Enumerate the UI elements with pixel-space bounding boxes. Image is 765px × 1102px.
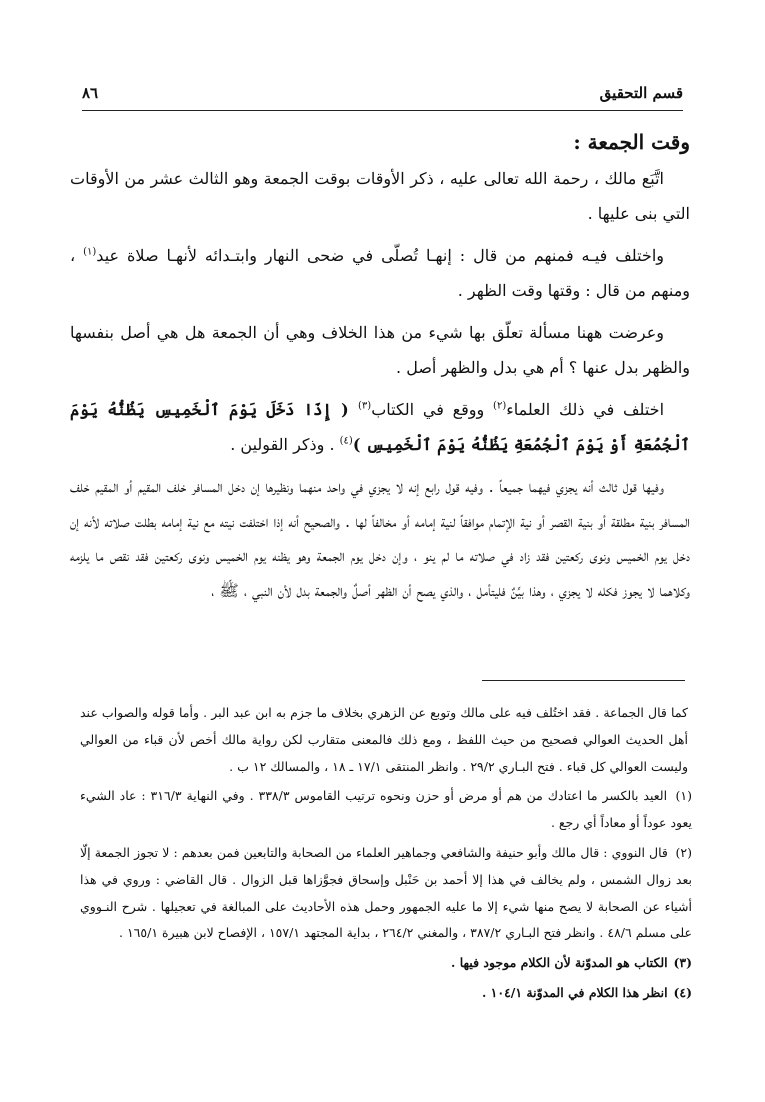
footnote-continuation: كما قال الجماعة . فقد اختُلف فيه على مالك وتوبع عن الزهري بخلاف ما جزم به ابن عبد البر . وأما قوله والصواب عند أهل الحديث العوالي فصحيح من حيث اللفظ ، ومع ذلك فالمعنى متقارب لكن رواية مالك أخص لأن قباء من العوالي وليست العوالي كل قباء . فتح البـاري ٢٩/٢ . وانظر المنتقى ١٧/١ ـ ١٨ ، والمسالك ١٢ ب . bbox=[80, 705, 688, 774]
footnote-separator bbox=[482, 680, 685, 681]
paragraph-2-text: واختلف فيـه فمنهم من قال : إنهـا تُصلّى في ضحى النهار وابتـدائه لأنهـا صلاة عيد bbox=[96, 246, 664, 265]
footnote-1-number: (١) bbox=[675, 788, 692, 804]
paragraph-4 bbox=[70, 393, 690, 462]
quran-quote: ( إِذَا دَخَلَ يَوْمَ ٱلْخَمِيسِ يَظُنُّهُ يَوْمَ ٱلْجُمُعَةِ أَوْ يَوْمَ ٱلْجُمُعَةِ يَظُنُّهُ يَوْمَ ٱلْخَمِيسِ ) bbox=[70, 400, 690, 454]
header-rule bbox=[82, 110, 683, 111]
footnote-2-number: (٢) bbox=[675, 844, 692, 860]
footnote-3-number: (٣) bbox=[673, 955, 692, 971]
footnote-1-text: العيد بالكسر ما اعتادك من هم أو مرض أو حزن ونحوه ترتيب القاموس ٣٣٨/٣ . وفي النهاية ٣١٦/٣ : عاد الشيء يعود عوداً أو معاداً أي رجع . bbox=[80, 788, 692, 831]
footnote-1 bbox=[80, 783, 692, 837]
footnote-4-text: انظر هذا الكلام في المدوّنة ١٠٤/١ . bbox=[481, 984, 668, 1000]
paragraph-2-tail: ، ومنهم من قال : وقتها وقت الظهر . bbox=[70, 246, 690, 300]
main-text bbox=[70, 122, 690, 608]
footnote-4-number: (٤) bbox=[673, 984, 692, 1000]
paragraph-3: وعرضت ههنا مسألة تعلّق بها شيء من هذا الخلاف وهي أن الجمعة هل هي أصل بنفسها والظهر بدل عنها ؟ أم هي بدل والظهر أصل . bbox=[70, 323, 690, 377]
paragraph-4-mid: ووقع في الكتاب bbox=[371, 400, 494, 419]
page-header bbox=[82, 84, 683, 108]
paragraph-1: اتَّبَع مالك ، رحمة الله تعالى عليه ، ذكر الأوقات بوقت الجمعة وهو الثالث عشر من الأوقات التي بنى عليها . bbox=[70, 169, 690, 223]
footnote-2-text: قال النووي : قال مالك وأبو حنيفة والشافعي وجماهير العلماء من الصحابة والتابعين فمن بعدهم : لا تجوز الجمعة إلّا بعد زوال الشمس ، ولم يخالف في هذا إلا أحمد بن حَنْبل وإسحاق فجوَّزاها قبل الزوال . قال القاضي : وروي في هذا أشياء عن الصحابة لا يصح منها شيء إلا ما عليه الجمهور وحمل هذه الأحاديث على المبالغة في تعجيلها . شرح النـووي على مسلم ٤٨/٦ . وانظر فتح البـاري ٣٨٧/٢ ، والمغني ٢٦٤/٢ ، بداية المجتهد ١٥٧/١ ، الإفصاح لابن هبيرة ١٦٥/١ . bbox=[80, 844, 692, 941]
paragraph-2 bbox=[70, 239, 690, 308]
footnote-ref-1[interactable]: (١) bbox=[83, 246, 97, 258]
running-title: قسم التحقيق bbox=[599, 84, 683, 102]
footnote-4 bbox=[80, 980, 692, 1007]
footnote-ref-2[interactable]: (٢) bbox=[493, 400, 507, 412]
footnote-ref-3[interactable]: (٣) bbox=[358, 400, 372, 412]
section-title: وقت الجمعة : bbox=[573, 130, 690, 154]
paragraph-4-text: اختلف في ذلك العلماء bbox=[506, 400, 665, 419]
footnote-2 bbox=[80, 840, 692, 947]
footnote-3 bbox=[80, 950, 692, 977]
footnote-ref-4[interactable]: (٤) bbox=[339, 435, 353, 447]
footnote-3-text: الكتاب هو المدوّنة لأن الكلام موجود فيها . bbox=[451, 955, 668, 971]
footnotes bbox=[80, 700, 692, 1010]
page-number: ٨٦ bbox=[82, 84, 99, 102]
paragraph-5: وفيها قول ثالث أنه يجزي فيهما جميعاً . وفيه قول رابع إنه لا يجزي في واحد منهما ونظيرها إن دخل المسافر خلف المقيم أو المقيم خلف المسافر بنية مطلقة أو بنية القصر أو نية الإتمام موافقاً لنية إمامه أو مخالفاً لها . والصحيح أنه إذا اختلفت نيته مع نية إمامه بطلت صلاته لأنه إن دخل يوم الخميس ونوى ركعتين فقد زاد في صلاته ما لم ينو ، وإن دخل يوم الجمعة وهو يظنه يوم الخميس ونوى ركعتين فقد نقص ما يلزمه وكلاهما لا يجوز فكله لا يجزي ، وهذا بيِّنٌ فليتأمل ، والذي يصح أن الظهر أصلٌ والجمعة بدل لأن النبي ، ﷺ ، bbox=[70, 477, 690, 600]
paragraph-4-tail: . وذكر القولين . bbox=[230, 434, 340, 454]
